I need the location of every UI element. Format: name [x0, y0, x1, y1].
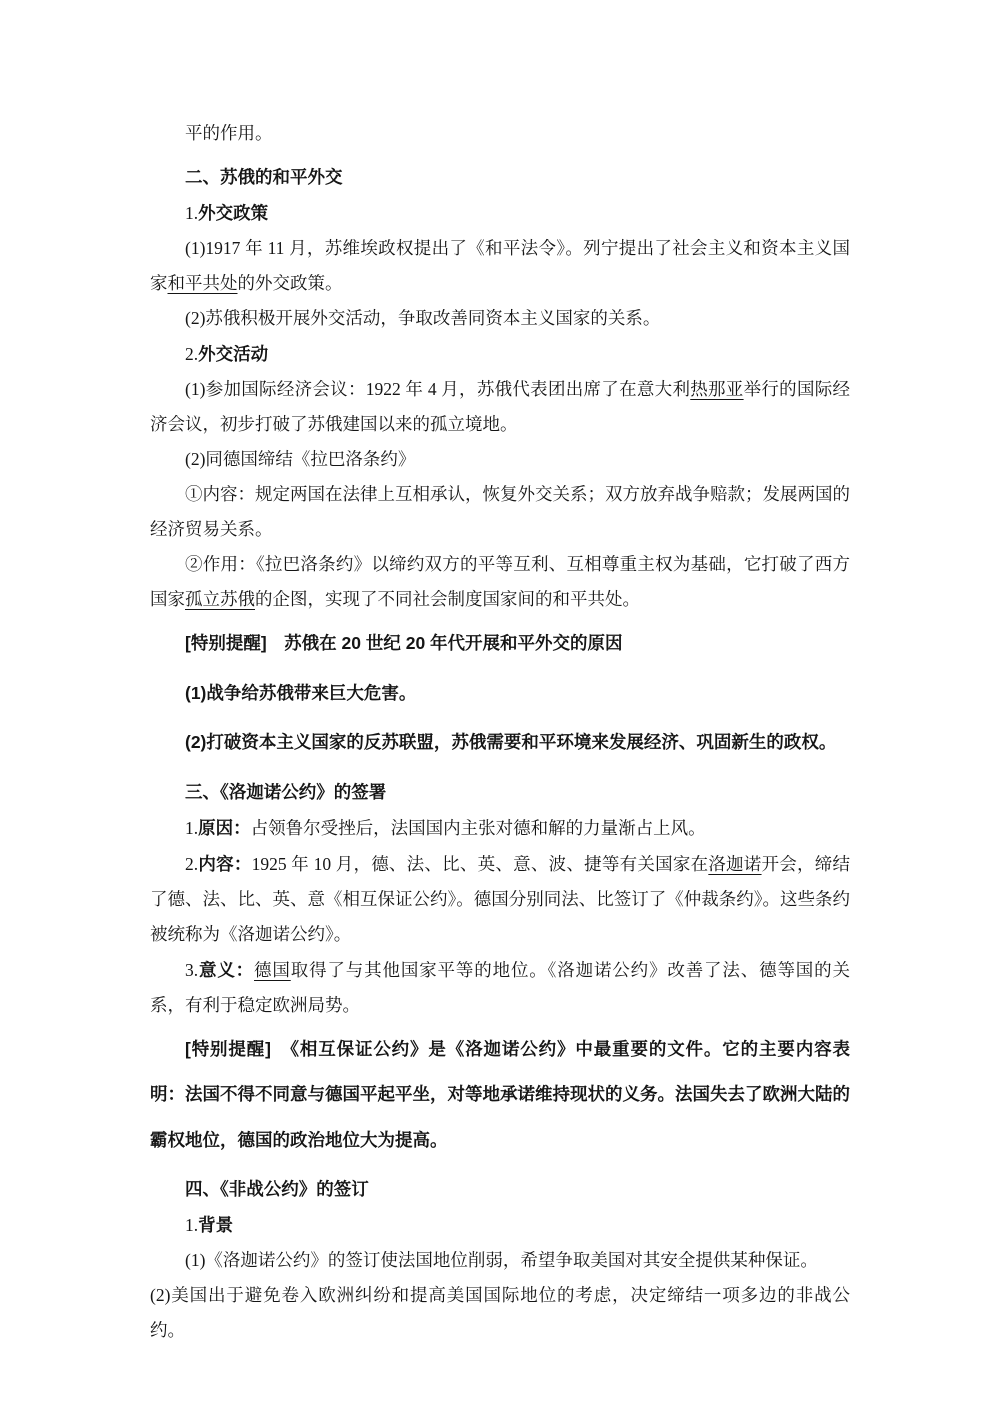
text-run: ①内容：规定两国在法律上互相承认，恢复外交关系；双方放弃战争赔款；发展两国的经济贸易关系。 — [150, 484, 850, 539]
text-run: 四、《非战公约》的签订 — [185, 1179, 369, 1199]
bold-label: 内容： — [198, 853, 252, 874]
paragraph-9 — [150, 477, 850, 547]
text-run: 平的作用。 — [185, 123, 273, 143]
paragraph-6 — [150, 337, 850, 372]
paragraph-21 — [150, 1243, 850, 1278]
paragraph-19 — [150, 1172, 850, 1207]
bold-label: 外交政策 — [198, 203, 269, 223]
paragraph-18 — [150, 1027, 850, 1164]
paragraph-7 — [150, 372, 850, 442]
text-run: (2)美国出于避免卷入欧洲纠纷和提高美国国际地位的考虑，决定缔结一项多边的非战公约。 — [150, 1285, 850, 1340]
paragraph-15 — [150, 811, 850, 846]
paragraph-10 — [150, 547, 850, 617]
paragraph-22 — [150, 1278, 850, 1348]
text-run: 开会，缔结了德、法、比、英、意《相互保证公约》。德国分别同法、比签订了《仲裁条约》。这些条约被统称为《洛迦诺公约》。 — [150, 853, 851, 944]
underlined-term: 热那亚 — [690, 379, 744, 399]
text-run: 的企图，实现了不同社会制度国家间的和平共处。 — [255, 589, 640, 609]
text-run: (2)打破资本主义国家的反苏联盟，苏俄需要和平环境来发展经济、巩固新生的政权。 — [185, 732, 837, 752]
text-run: (1)1917 年 11 月，苏维埃政权提出了《和平法令》。列宁提出了社会主义和资本主义国家 — [150, 238, 850, 293]
paragraph-17 — [150, 953, 850, 1023]
text-run: (2)同德国缔结《拉巴洛条约》 — [185, 449, 416, 469]
text-run: 二、苏俄的和平外交 — [185, 167, 343, 187]
text-run: 占领鲁尔受挫后，法国国内主张对德和解的力量渐占上风。 — [250, 817, 706, 838]
paragraph-11 — [150, 621, 850, 667]
underlined-term: 和平共处 — [167, 273, 238, 293]
underlined-term: 孤立苏俄 — [185, 589, 255, 609]
text-run: (1)参加国际经济会议：1922 年 4 月，苏俄代表团出席了在意大利 — [185, 379, 691, 399]
paragraph-8 — [150, 442, 850, 477]
text-run: 的外交政策。 — [237, 273, 343, 293]
text-run: (2)苏俄积极开展外交活动，争取改善同资本主义国家的关系。 — [185, 308, 661, 328]
underlined-term: 德国 — [254, 959, 291, 980]
paragraph-3 — [150, 196, 850, 231]
text-run: 2. — [185, 344, 199, 364]
text-run: 1. — [185, 817, 199, 838]
text-run: ②作用：《拉巴洛条约》以缔约双方的平等互利、互相尊重主权为基础，它打破了西方国家 — [150, 554, 850, 609]
text-run: 取得了与其他国家平等的地位。《洛迦诺公约》改善了法、德等国的关系，有利于稳定欧洲局势。 — [150, 959, 851, 1015]
paragraph-12 — [150, 671, 850, 717]
text-run: (1)战争给苏俄带来巨大危害。 — [185, 682, 417, 703]
text-run: 1. — [185, 1215, 199, 1235]
bold-label: 意义： — [198, 959, 255, 980]
bold-label: 原因： — [198, 817, 251, 838]
bold-label: 外交活动 — [198, 344, 269, 364]
paragraph-20 — [150, 1208, 850, 1243]
paragraph-13 — [150, 720, 850, 766]
text-run: 三、《洛迦诺公约》的签署 — [185, 781, 387, 802]
text-run: 1. — [185, 203, 199, 223]
text-run: [特别提醒] 《相互保证公约》是《洛迦诺公约》中最重要的文件。它的主要内容表明：法国不得不同意与德国平起平坐，对等地承诺维持现状的义务。法国失去了欧洲大陆的霸权地位，德国的政治地位大为提高。 — [150, 1038, 850, 1150]
text-run: (1)《洛迦诺公约》的签订使法国地位削弱，希望争取美国对其安全提供某种保证。 — [185, 1250, 818, 1270]
paragraph-16 — [150, 847, 850, 952]
paragraph-4 — [150, 231, 850, 301]
paragraph-14 — [150, 775, 850, 810]
bold-label: 背景 — [198, 1215, 234, 1235]
text-run: 1925 年 10 月，德、法、比、英、意、波、捷等有关国家在 — [251, 853, 709, 874]
underlined-term: 洛迦诺 — [708, 853, 762, 874]
paragraph-1 — [150, 116, 850, 151]
paragraph-2 — [150, 160, 850, 195]
text-run: 3. — [185, 959, 199, 980]
text-run: [特别提醒] 苏俄在 20 世纪 20 年代开展和平外交的原因 — [185, 633, 623, 653]
text-run: 2. — [185, 853, 199, 874]
paragraph-5 — [150, 301, 850, 336]
text-run: 举行的国际经济会议，初步打破了苏俄建国以来的孤立境地。 — [150, 379, 851, 434]
